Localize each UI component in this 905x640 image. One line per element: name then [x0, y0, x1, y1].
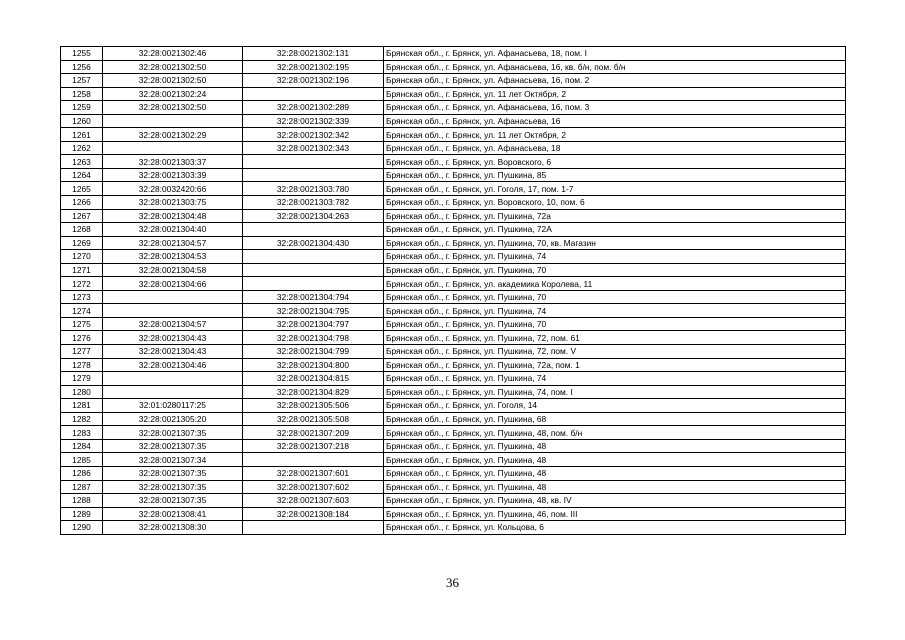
object-number-cell [243, 87, 384, 101]
object-number-cell: 32:28:0021302:195 [243, 60, 384, 74]
table-row [61, 426, 846, 440]
table-row [61, 209, 846, 223]
row-number-cell: 1274 [61, 304, 103, 318]
object-number-cell: 32:28:0021304:815 [243, 372, 384, 386]
address-cell: Брянская обл., г. Брянск, ул. Гоголя, 17, пом. 1-7 [384, 182, 846, 196]
parcel-number-cell: 32:28:0021304:46 [103, 358, 243, 372]
parcel-number-cell: 32:28:0021303:75 [103, 196, 243, 210]
object-number-cell: 32:28:0021304:799 [243, 345, 384, 359]
parcel-number-cell: 32:28:0021302:50 [103, 74, 243, 88]
table-row [61, 453, 846, 467]
object-number-cell: 32:28:0021302:131 [243, 47, 384, 61]
object-number-cell: 32:28:0021303:780 [243, 182, 384, 196]
object-number-cell: 32:28:0021304:798 [243, 331, 384, 345]
parcel-number-cell: 32:28:0021304:40 [103, 223, 243, 237]
table-row [61, 196, 846, 210]
address-cell: Брянская обл., г. Брянск, ул. Пушкина, 72, пом. 61 [384, 331, 846, 345]
row-number-cell: 1276 [61, 331, 103, 345]
table-body [61, 47, 846, 535]
parcel-number-cell: 32:28:0021304:66 [103, 277, 243, 291]
table-row [61, 128, 846, 142]
row-number-cell: 1261 [61, 128, 103, 142]
row-number-cell: 1289 [61, 507, 103, 521]
table-row [61, 250, 846, 264]
row-number-cell: 1262 [61, 141, 103, 155]
table-row [61, 439, 846, 453]
object-number-cell [243, 223, 384, 237]
object-number-cell [243, 521, 384, 535]
row-number-cell: 1258 [61, 87, 103, 101]
parcel-number-cell [103, 114, 243, 128]
object-number-cell [243, 155, 384, 169]
address-cell: Брянская обл., г. Брянск, ул. Пушкина, 48 [384, 466, 846, 480]
parcel-number-cell: 32:28:0021305:20 [103, 412, 243, 426]
address-cell: Брянская обл., г. Брянск, ул. Пушкина, 48, пом. б/н [384, 426, 846, 440]
object-number-cell: 32:28:0021302:196 [243, 74, 384, 88]
parcel-number-cell: 32:28:0021307:34 [103, 453, 243, 467]
parcel-number-cell: 32:28:0021304:48 [103, 209, 243, 223]
parcel-number-cell: 32:28:0021304:58 [103, 263, 243, 277]
table-row [61, 290, 846, 304]
table-row [61, 101, 846, 115]
table-row [61, 60, 846, 74]
table-row [61, 466, 846, 480]
parcel-number-cell [103, 290, 243, 304]
address-cell: Брянская обл., г. Брянск, ул. Пушкина, 48 [384, 480, 846, 494]
address-cell: Брянская обл., г. Брянск, ул. Пушкина, 72а, пом. 1 [384, 358, 846, 372]
address-cell: Брянская обл., г. Брянск, ул. Пушкина, 70, кв. Магазин [384, 236, 846, 250]
row-number-cell: 1290 [61, 521, 103, 535]
table-row [61, 412, 846, 426]
parcel-number-cell: 32:28:0021308:30 [103, 521, 243, 535]
table-row [61, 114, 846, 128]
object-number-cell: 32:28:0021305:506 [243, 399, 384, 413]
address-cell: Брянская обл., г. Брянск, ул. академика Королева, 11 [384, 277, 846, 291]
parcel-number-cell: 32:28:0021307:35 [103, 439, 243, 453]
table-row [61, 399, 846, 413]
object-number-cell: 32:28:0021302:343 [243, 141, 384, 155]
object-number-cell: 32:28:0021307:601 [243, 466, 384, 480]
table-row [61, 358, 846, 372]
parcel-number-cell: 32:28:0021307:35 [103, 466, 243, 480]
object-number-cell: 32:28:0021304:797 [243, 317, 384, 331]
address-cell: Брянская обл., г. Брянск, ул. Пушкина, 48, кв. IV [384, 494, 846, 508]
row-number-cell: 1272 [61, 277, 103, 291]
address-cell: Брянская обл., г. Брянск, ул. Воровского, 6 [384, 155, 846, 169]
parcel-number-cell: 32:28:0021302:29 [103, 128, 243, 142]
table-row [61, 317, 846, 331]
row-number-cell: 1255 [61, 47, 103, 61]
row-number-cell: 1279 [61, 372, 103, 386]
object-number-cell: 32:28:0021304:430 [243, 236, 384, 250]
address-cell: Брянская обл., г. Брянск, ул. 11 лет Октября, 2 [384, 87, 846, 101]
address-cell: Брянская обл., г. Брянск, ул. Пушкина, 70 [384, 263, 846, 277]
row-number-cell: 1268 [61, 223, 103, 237]
parcel-number-cell: 32:28:0021304:43 [103, 331, 243, 345]
row-number-cell: 1269 [61, 236, 103, 250]
address-cell: Брянская обл., г. Брянск, ул. Пушкина, 74 [384, 304, 846, 318]
address-cell: Брянская обл., г. Брянск, ул. Пушкина, 70 [384, 290, 846, 304]
table-row [61, 263, 846, 277]
row-number-cell: 1288 [61, 494, 103, 508]
parcel-number-cell: 32:28:0021304:43 [103, 345, 243, 359]
object-number-cell [243, 168, 384, 182]
object-number-cell: 32:28:0021305:508 [243, 412, 384, 426]
table-row [61, 74, 846, 88]
address-cell: Брянская обл., г. Брянск, ул. Афанасьева, 16 [384, 114, 846, 128]
object-number-cell: 32:28:0021307:209 [243, 426, 384, 440]
row-number-cell: 1275 [61, 317, 103, 331]
row-number-cell: 1273 [61, 290, 103, 304]
parcel-number-cell: 32:28:0021308:41 [103, 507, 243, 521]
address-cell: Брянская обл., г. Брянск, ул. Воровского, 10, пом. 6 [384, 196, 846, 210]
row-number-cell: 1285 [61, 453, 103, 467]
row-number-cell: 1271 [61, 263, 103, 277]
parcel-number-cell: 32:28:0021304:57 [103, 236, 243, 250]
row-number-cell: 1278 [61, 358, 103, 372]
cadastral-table [60, 46, 846, 535]
address-cell: Брянская обл., г. Брянск, ул. Пушкина, 72А [384, 223, 846, 237]
address-cell: Брянская обл., г. Брянск, ул. Афанасьева, 16, пом. 3 [384, 101, 846, 115]
table-row [61, 223, 846, 237]
address-cell: Брянская обл., г. Брянск, ул. Кольцова, 6 [384, 521, 846, 535]
address-cell: Брянская обл., г. Брянск, ул. Пушкина, 72, пом. V [384, 345, 846, 359]
object-number-cell: 32:28:0021308:184 [243, 507, 384, 521]
table-row [61, 372, 846, 386]
table-row [61, 494, 846, 508]
table-row [61, 155, 846, 169]
parcel-number-cell [103, 141, 243, 155]
parcel-number-cell: 32:28:0021303:37 [103, 155, 243, 169]
address-cell: Брянская обл., г. Брянск, ул. Пушкина, 48 [384, 453, 846, 467]
table-row [61, 168, 846, 182]
object-number-cell [243, 263, 384, 277]
object-number-cell: 32:28:0021307:602 [243, 480, 384, 494]
object-number-cell: 32:28:0021302:339 [243, 114, 384, 128]
address-cell: Брянская обл., г. Брянск, ул. Афанасьева, 16, пом. 2 [384, 74, 846, 88]
parcel-number-cell: 32:28:0021307:35 [103, 426, 243, 440]
address-cell: Брянская обл., г. Брянск, ул. Афанасьева, 18 [384, 141, 846, 155]
object-number-cell [243, 453, 384, 467]
parcel-number-cell: 32:28:0021302:24 [103, 87, 243, 101]
table-row [61, 87, 846, 101]
table-row [61, 47, 846, 61]
row-number-cell: 1280 [61, 385, 103, 399]
table-row [61, 182, 846, 196]
object-number-cell: 32:28:0021303:782 [243, 196, 384, 210]
table-row [61, 480, 846, 494]
address-cell: Брянская обл., г. Брянск, ул. Пушкина, 85 [384, 168, 846, 182]
object-number-cell: 32:28:0021304:800 [243, 358, 384, 372]
parcel-number-cell: 32:28:0021307:35 [103, 480, 243, 494]
table-row [61, 521, 846, 535]
object-number-cell: 32:28:0021302:289 [243, 101, 384, 115]
row-number-cell: 1284 [61, 439, 103, 453]
parcel-number-cell: 32:01:0280117:25 [103, 399, 243, 413]
parcel-number-cell [103, 385, 243, 399]
table-row [61, 277, 846, 291]
row-number-cell: 1264 [61, 168, 103, 182]
table-row [61, 345, 846, 359]
row-number-cell: 1270 [61, 250, 103, 264]
row-number-cell: 1263 [61, 155, 103, 169]
row-number-cell: 1277 [61, 345, 103, 359]
object-number-cell [243, 277, 384, 291]
parcel-number-cell [103, 304, 243, 318]
parcel-number-cell: 32:28:0021303:39 [103, 168, 243, 182]
address-cell: Брянская обл., г. Брянск, ул. Пушкина, 68 [384, 412, 846, 426]
address-cell: Брянская обл., г. Брянск, ул. Афанасьева, 16, кв. б/н, пом. б/н [384, 60, 846, 74]
address-cell: Брянская обл., г. Брянск, ул. Пушкина, 46, пом. III [384, 507, 846, 521]
table-row [61, 507, 846, 521]
object-number-cell: 32:28:0021304:263 [243, 209, 384, 223]
table-row [61, 331, 846, 345]
row-number-cell: 1257 [61, 74, 103, 88]
address-cell: Брянская обл., г. Брянск, ул. Пушкина, 74 [384, 372, 846, 386]
document-table-container [60, 46, 846, 535]
parcel-number-cell: 32:28:0021302:46 [103, 47, 243, 61]
parcel-number-cell [103, 372, 243, 386]
parcel-number-cell: 32:28:0021304:57 [103, 317, 243, 331]
row-number-cell: 1283 [61, 426, 103, 440]
object-number-cell: 32:28:0021304:795 [243, 304, 384, 318]
row-number-cell: 1286 [61, 466, 103, 480]
row-number-cell: 1282 [61, 412, 103, 426]
row-number-cell: 1259 [61, 101, 103, 115]
table-row [61, 385, 846, 399]
parcel-number-cell: 32:28:0021304:53 [103, 250, 243, 264]
row-number-cell: 1267 [61, 209, 103, 223]
object-number-cell: 32:28:0021307:603 [243, 494, 384, 508]
row-number-cell: 1266 [61, 196, 103, 210]
row-number-cell: 1281 [61, 399, 103, 413]
address-cell: Брянская обл., г. Брянск, ул. Пушкина, 70 [384, 317, 846, 331]
address-cell: Брянская обл., г. Брянск, ул. Пушкина, 48 [384, 439, 846, 453]
row-number-cell: 1260 [61, 114, 103, 128]
page-number: 36 [446, 575, 459, 590]
row-number-cell: 1287 [61, 480, 103, 494]
table-row [61, 236, 846, 250]
address-cell: Брянская обл., г. Брянск, ул. Пушкина, 74 [384, 250, 846, 264]
address-cell: Брянская обл., г. Брянск, ул. Пушкина, 74, пом. I [384, 385, 846, 399]
table-row [61, 304, 846, 318]
address-cell: Брянская обл., г. Брянск, ул. Гоголя, 14 [384, 399, 846, 413]
address-cell: Брянская обл., г. Брянск, ул. 11 лет Октября, 2 [384, 128, 846, 142]
object-number-cell: 32:28:0021304:829 [243, 385, 384, 399]
parcel-number-cell: 32:28:0032420:66 [103, 182, 243, 196]
object-number-cell [243, 250, 384, 264]
table-row [61, 141, 846, 155]
object-number-cell: 32:28:0021307:218 [243, 439, 384, 453]
parcel-number-cell: 32:28:0021302:50 [103, 101, 243, 115]
address-cell: Брянская обл., г. Брянск, ул. Афанасьева, 18, пом. I [384, 47, 846, 61]
address-cell: Брянская обл., г. Брянск, ул. Пушкина, 72а [384, 209, 846, 223]
object-number-cell: 32:28:0021302:342 [243, 128, 384, 142]
parcel-number-cell: 32:28:0021302:50 [103, 60, 243, 74]
object-number-cell: 32:28:0021304:794 [243, 290, 384, 304]
parcel-number-cell: 32:28:0021307:35 [103, 494, 243, 508]
row-number-cell: 1256 [61, 60, 103, 74]
row-number-cell: 1265 [61, 182, 103, 196]
